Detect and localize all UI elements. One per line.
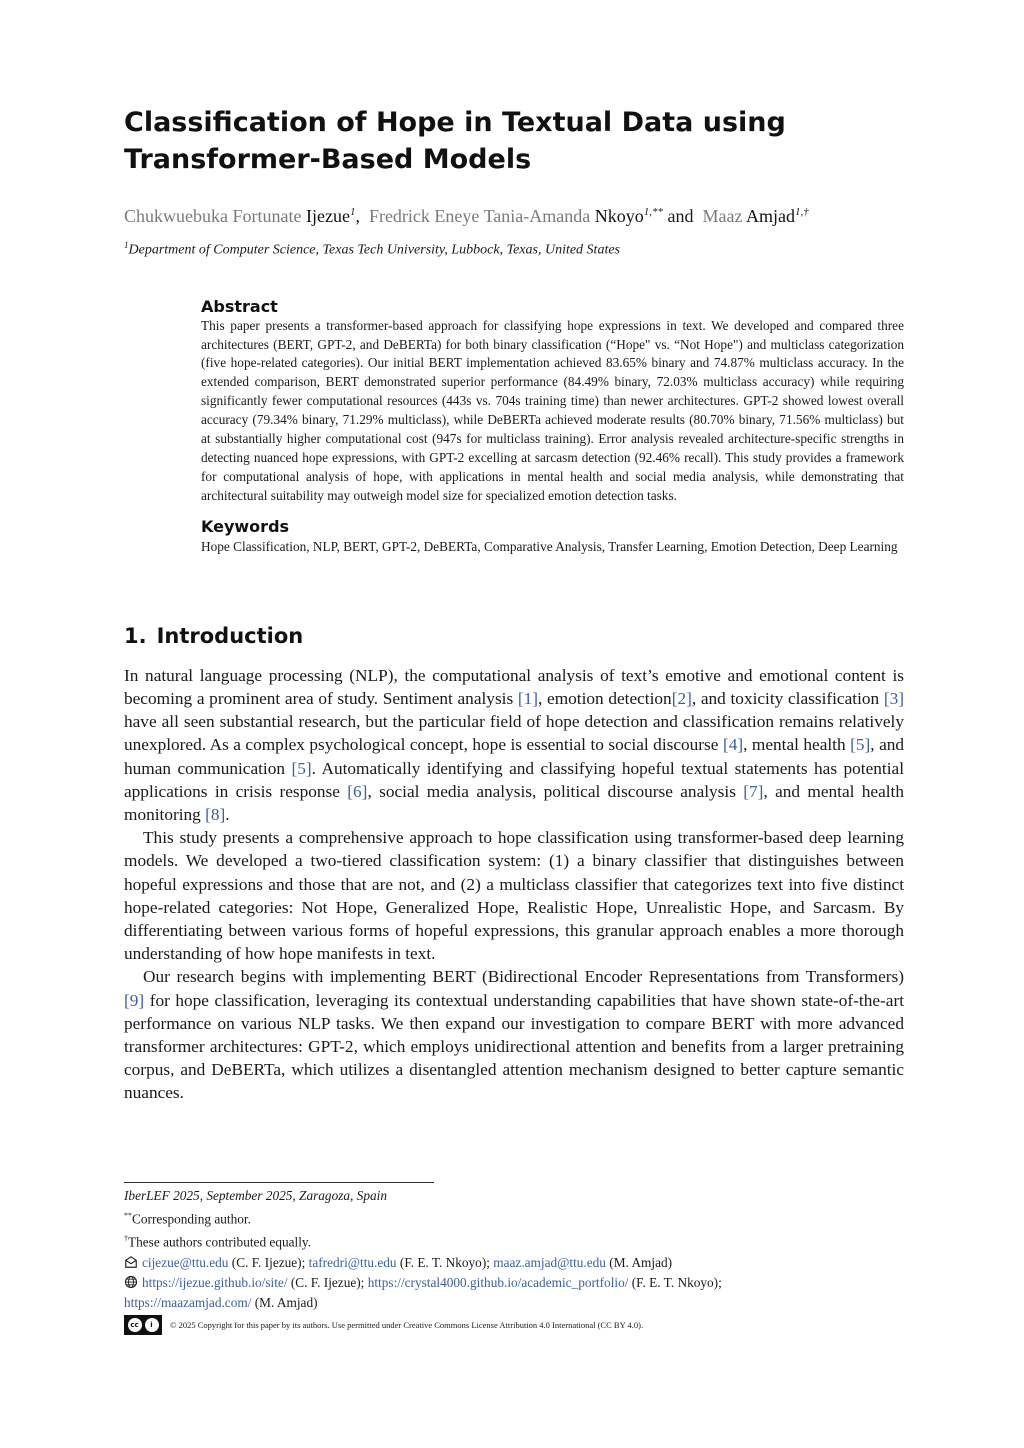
citation-link[interactable]: [2] <box>671 688 692 708</box>
citation-link[interactable]: [6] <box>347 781 368 801</box>
author-2: Fredrick Eneye Tania-Amanda Nkoyo$^{1,**}$ <box>368 206 664 226</box>
url-link-nkoyo[interactable]: https://crystal4000.github.io/academic_portfolio/ <box>367 1274 629 1290</box>
citation-link[interactable]: [7] <box>743 781 764 801</box>
abstract-text: This paper presents a transformer-based approach for classifying hope expressions in text. We developed and compared three architectures (BERT, GPT-2, and DeBERTa) for both binary classification (“Hope" vs. “Not Hope") and multiclass categorization (five hope-related categories). Our initial BERT implementation achieved 83.65% binary and 74.87% multiclass accuracy. In the extended comparison, BERT demonstrated superior performance (84.49% binary, 72.03% multiclass accuracy) while requiring significantly fewer computational resources (443s vs. 704s training time) than newer architectures. GPT-2 showed lowest overall accuracy (79.34% binary, 71.29% multiclass), while DeBERTa achieved moderate results (80.70% binary, 71.56% multiclass) but at substantially higher computational cost (947s for multiclass training). Error analysis revealed architecture-specific strengths in detecting nuanced hope expressions, with GPT-2 excelling at sarcasm detection (92.46% recall). This study provides a framework for computational analysis of hope, with applications in mental health and social media analysis, while demonstrating that architectural suitability may outweigh model size for specialized emotion detection tasks. <box>201 317 904 503</box>
affiliation: $^1$Department of Computer Science, Texas Tech University, Lubbock, Texas, United States <box>124 240 620 258</box>
citation-link[interactable]: [5] <box>291 758 312 778</box>
globe-icon <box>124 1275 138 1289</box>
footnote-urls: https://ijezue.github.io/site/ (C. F. Ijezue); https://crystal4000.github.io/academic_portfolio/ (F. E. T. Nkoyo); https://maazamjad.com/ (M. Amjad) <box>124 1274 722 1310</box>
footnote-equal-contribution: †These authors contributed equally. <box>124 1234 312 1250</box>
paper-page <box>124 104 904 1105</box>
abstract-heading: Abstract <box>201 296 278 316</box>
footnote-rule <box>124 1182 434 1183</box>
paragraph-1 <box>124 664 904 826</box>
author-1: Chukwuebuka Fortunate Ijezue$^1$ <box>124 206 356 226</box>
email-link-nkoyo[interactable]: tafredri@ttu.edu <box>308 1254 397 1270</box>
copyright-line <box>124 1315 904 1335</box>
keywords-heading: Keywords <box>201 516 290 536</box>
copyright-text: © 2025 Copyright for this paper by its authors. Use permitted under Creative Commons License Attribution 4.0 International (CC BY 4.0). <box>170 1319 644 1330</box>
paragraph-text-run: , and mental health monitoring <box>124 781 904 824</box>
email-icon <box>124 1255 138 1269</box>
author-3: Maaz Amjad$^{1,\dagger}$ <box>702 206 809 226</box>
cc-by-badge-icon <box>124 1315 162 1335</box>
paragraph-2: This study presents a comprehensive approach to hope classification using transformer-based deep learning models. We developed a two-tiered classification system: (1) a binary classifier that distinguishes between hopeful expressions and those that are not, and (2) a multiclass classifier that categorizes text into five distinct hope-related categories: Not Hope, Generalized Hope, Realistic Hope, Unrealistic Hope, and Sarcasm. By differentiating between various forms of hopeful expressions, this granular approach enables a more thorough understanding of how hope manifests in text. <box>124 828 904 964</box>
paragraph-text-run: , emotion detection <box>538 688 672 708</box>
paragraph-text-run: , social media analysis, political discourse analysis <box>367 781 744 801</box>
url-link-ijezue[interactable]: https://ijezue.github.io/site/ <box>142 1274 288 1290</box>
cc-circle-icon: cc <box>128 1318 142 1332</box>
paragraph-text-run: . Automatically identifying and classifying hopeful textual statements has potential applications in crisis response <box>124 758 904 801</box>
keywords-text: Hope Classification, NLP, BERT, GPT-2, DeBERTa, Comparative Analysis, Transfer Learning, Emotion Detection, Deep Learning <box>201 538 898 554</box>
citation-link[interactable]: [9] <box>124 990 145 1010</box>
title-line-1: Classification of Hope in Textual Data using <box>124 107 786 138</box>
paper-title <box>124 104 904 178</box>
email-link-ijezue[interactable]: cijezue@ttu.edu <box>142 1254 229 1270</box>
footnote-corresponding: **Corresponding author. <box>124 1211 251 1227</box>
url-link-amjad[interactable]: https://maazamjad.com/ <box>124 1294 252 1310</box>
author-list: Chukwuebuka Fortunate Ijezue$^1$, Fredrick Eneye Tania-Amanda Nkoyo$^{1,**}$ and Maaz Amjad$^{1,\dagger}$ <box>124 206 809 226</box>
author-separator-and: and <box>667 206 694 226</box>
footnotes <box>124 1182 904 1335</box>
footnote-venue: IberLEF 2025, September 2025, Zaragoza, Spain <box>124 1188 387 1203</box>
paragraph-text-run: Our research begins with implementing BERT (Bidirectional Encoder Representations from Transformers) <box>143 967 904 987</box>
by-person-icon: i <box>145 1318 159 1332</box>
paragraph-text-run: . <box>225 804 230 824</box>
paragraph-text-run: , and human communication <box>124 735 905 778</box>
title-line-2: Transformer-Based Models <box>124 144 532 175</box>
citation-link[interactable]: [3] <box>883 688 904 708</box>
paragraph-text-run: have all seen substantial research, but the particular field of hope detection and classification remains relatively unexplored. As a complex psychological concept, hope is essential to social discourse <box>124 712 904 755</box>
footnote-emails: cijezue@ttu.edu (C. F. Ijezue); tafredri@ttu.edu (F. E. T. Nkoyo); maaz.amjad@ttu.edu (M. Amjad) <box>124 1253 904 1273</box>
email-link-amjad[interactable]: maaz.amjad@ttu.edu <box>493 1254 606 1270</box>
paragraph-text-run: for hope classification, leveraging its contextual understanding capabilities that have shown state-of-the-art performance on various NLP tasks. We then expand our investigation to compare BERT with more advanced transformer architectures: GPT-2, which employs unidirectional attention and benefits from a larger pretraining corpus, and DeBERTa, which utilizes a disentangled attention mechanism designed to better capture semantic nuances. <box>124 990 904 1103</box>
paragraph-text-run: In natural language processing (NLP), the computational analysis of text’s emotive and emotional content is becoming a prominent area of study. Sentiment analysis <box>124 665 904 708</box>
paragraph-3 <box>124 965 904 1104</box>
paragraph-text-run: , and toxicity classification <box>691 688 884 708</box>
citation-link[interactable]: [8] <box>205 804 226 824</box>
citation-link[interactable]: [1] <box>517 688 539 708</box>
section-heading-introduction: 1. Introduction <box>124 623 304 648</box>
abstract-section <box>201 297 904 556</box>
introduction-body <box>124 664 904 1105</box>
citation-link[interactable]: [5] <box>850 735 871 755</box>
paragraph-text-run: , mental health <box>743 735 851 755</box>
citation-link[interactable]: [4] <box>722 735 744 755</box>
